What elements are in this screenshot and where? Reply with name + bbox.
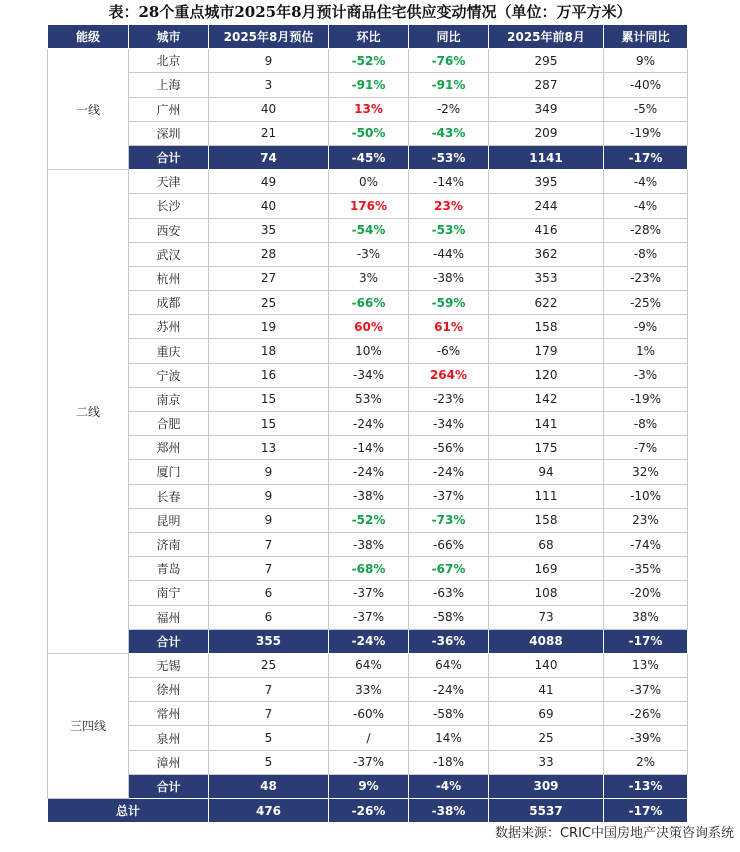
- header-row: [48, 25, 688, 49]
- ytd-yoy-cell: -35%: [604, 557, 688, 581]
- mom-cell: 13%: [329, 97, 409, 121]
- subtotal-estimate: 74: [209, 145, 329, 169]
- subtotal-ytd-yoy: -13%: [604, 774, 688, 798]
- mom-cell: 53%: [329, 387, 409, 411]
- yoy-cell: 14%: [409, 726, 489, 750]
- estimate-cell: 25: [209, 291, 329, 315]
- city-cell: 常州: [129, 702, 209, 726]
- table-row: [48, 73, 688, 97]
- table-row: [48, 121, 688, 145]
- ytd-yoy-cell: -3%: [604, 363, 688, 387]
- table-row: [48, 484, 688, 508]
- data-source-note: 数据来源：CRIC中国房地产决策咨询系统: [494, 826, 734, 841]
- subtotal-label: 合计: [129, 145, 209, 169]
- city-cell: 北京: [129, 49, 209, 73]
- city-cell: 合肥: [129, 412, 209, 436]
- ytd-yoy-cell: -25%: [604, 291, 688, 315]
- header-yoy: 同比: [409, 25, 489, 49]
- yoy-cell: -59%: [409, 291, 489, 315]
- ytd-cell: 244: [489, 194, 604, 218]
- subtotal-ytd: 1141: [489, 145, 604, 169]
- ytd-yoy-cell: -4%: [604, 194, 688, 218]
- estimate-cell: 28: [209, 242, 329, 266]
- table-row: [48, 508, 688, 532]
- city-cell: 成都: [129, 291, 209, 315]
- ytd-cell: 158: [489, 315, 604, 339]
- header-aug-estimate: 2025年8月预估: [209, 25, 329, 49]
- yoy-cell: -53%: [409, 218, 489, 242]
- ytd-yoy-cell: 23%: [604, 508, 688, 532]
- subtotal-ytd: 4088: [489, 629, 604, 653]
- yoy-cell: -6%: [409, 339, 489, 363]
- ytd-cell: 141: [489, 412, 604, 436]
- mom-cell: -50%: [329, 121, 409, 145]
- subtotal-mom: -45%: [329, 145, 409, 169]
- estimate-cell: 15: [209, 387, 329, 411]
- ytd-cell: 349: [489, 97, 604, 121]
- mom-cell: -37%: [329, 581, 409, 605]
- subtotal-row: [48, 629, 688, 653]
- ytd-yoy-cell: 1%: [604, 339, 688, 363]
- tier-label: 二线: [48, 170, 129, 654]
- yoy-cell: -56%: [409, 436, 489, 460]
- city-cell: 上海: [129, 73, 209, 97]
- table-row: [48, 242, 688, 266]
- estimate-cell: 7: [209, 557, 329, 581]
- yoy-cell: -76%: [409, 49, 489, 73]
- city-cell: 长春: [129, 484, 209, 508]
- yoy-cell: -58%: [409, 605, 489, 629]
- city-cell: 济南: [129, 532, 209, 556]
- mom-cell: -38%: [329, 484, 409, 508]
- yoy-cell: -91%: [409, 73, 489, 97]
- city-cell: 南京: [129, 387, 209, 411]
- yoy-cell: -24%: [409, 460, 489, 484]
- estimate-cell: 40: [209, 97, 329, 121]
- subtotal-label: 合计: [129, 774, 209, 798]
- estimate-cell: 18: [209, 339, 329, 363]
- header-ytd: 2025年前8月: [489, 25, 604, 49]
- city-cell: 徐州: [129, 678, 209, 702]
- estimate-cell: 5: [209, 726, 329, 750]
- subtotal-ytd: 309: [489, 774, 604, 798]
- table-row: [48, 460, 688, 484]
- city-cell: 郑州: [129, 436, 209, 460]
- city-cell: 西安: [129, 218, 209, 242]
- mom-cell: /: [329, 726, 409, 750]
- estimate-cell: 3: [209, 73, 329, 97]
- mom-cell: -37%: [329, 750, 409, 774]
- estimate-cell: 9: [209, 460, 329, 484]
- total-label: 总计: [48, 799, 209, 823]
- ytd-yoy-cell: 9%: [604, 49, 688, 73]
- mom-cell: -68%: [329, 557, 409, 581]
- city-cell: 长沙: [129, 194, 209, 218]
- mom-cell: -38%: [329, 532, 409, 556]
- yoy-cell: -63%: [409, 581, 489, 605]
- yoy-cell: -73%: [409, 508, 489, 532]
- city-cell: 福州: [129, 605, 209, 629]
- city-cell: 南宁: [129, 581, 209, 605]
- table-row: [48, 170, 688, 194]
- yoy-cell: 61%: [409, 315, 489, 339]
- estimate-cell: 6: [209, 581, 329, 605]
- ytd-cell: 120: [489, 363, 604, 387]
- ytd-cell: 179: [489, 339, 604, 363]
- ytd-yoy-cell: -20%: [604, 581, 688, 605]
- yoy-cell: -18%: [409, 750, 489, 774]
- city-cell: 苏州: [129, 315, 209, 339]
- ytd-yoy-cell: -8%: [604, 412, 688, 436]
- mom-cell: 176%: [329, 194, 409, 218]
- estimate-cell: 7: [209, 702, 329, 726]
- table-row: [48, 315, 688, 339]
- yoy-cell: -44%: [409, 242, 489, 266]
- ytd-yoy-cell: -19%: [604, 121, 688, 145]
- table-body: [48, 49, 688, 823]
- yoy-cell: -14%: [409, 170, 489, 194]
- ytd-cell: 295: [489, 49, 604, 73]
- ytd-cell: 158: [489, 508, 604, 532]
- ytd-cell: 175: [489, 436, 604, 460]
- header-city: 城市: [129, 25, 209, 49]
- ytd-cell: 25: [489, 726, 604, 750]
- ytd-yoy-cell: -40%: [604, 73, 688, 97]
- city-cell: 昆明: [129, 508, 209, 532]
- header-tier: 能级: [48, 25, 129, 49]
- city-cell: 杭州: [129, 266, 209, 290]
- estimate-cell: 9: [209, 484, 329, 508]
- ytd-yoy-cell: -5%: [604, 97, 688, 121]
- mom-cell: 33%: [329, 678, 409, 702]
- subtotal-row: [48, 145, 688, 169]
- estimate-cell: 15: [209, 412, 329, 436]
- ytd-yoy-cell: -4%: [604, 170, 688, 194]
- mom-cell: -66%: [329, 291, 409, 315]
- table-row: [48, 750, 688, 774]
- ytd-yoy-cell: -8%: [604, 242, 688, 266]
- subtotal-mom: -24%: [329, 629, 409, 653]
- subtotal-mom: 9%: [329, 774, 409, 798]
- mom-cell: -52%: [329, 508, 409, 532]
- yoy-cell: 64%: [409, 653, 489, 677]
- estimate-cell: 7: [209, 678, 329, 702]
- table-row: [48, 291, 688, 315]
- table-row: [48, 97, 688, 121]
- yoy-cell: -67%: [409, 557, 489, 581]
- ytd-yoy-cell: 2%: [604, 750, 688, 774]
- table-row: [48, 557, 688, 581]
- city-cell: 厦门: [129, 460, 209, 484]
- estimate-cell: 49: [209, 170, 329, 194]
- yoy-cell: 23%: [409, 194, 489, 218]
- estimate-cell: 13: [209, 436, 329, 460]
- ytd-cell: 142: [489, 387, 604, 411]
- header-ytd-yoy: 累计同比: [604, 25, 688, 49]
- city-cell: 广州: [129, 97, 209, 121]
- table-row: [48, 339, 688, 363]
- ytd-yoy-cell: -23%: [604, 266, 688, 290]
- estimate-cell: 6: [209, 605, 329, 629]
- table-row: [48, 387, 688, 411]
- table-row: [48, 194, 688, 218]
- estimate-cell: 7: [209, 532, 329, 556]
- ytd-cell: 108: [489, 581, 604, 605]
- city-cell: 漳州: [129, 750, 209, 774]
- table-row: [48, 605, 688, 629]
- yoy-cell: -23%: [409, 387, 489, 411]
- ytd-yoy-cell: -10%: [604, 484, 688, 508]
- city-cell: 青岛: [129, 557, 209, 581]
- yoy-cell: -58%: [409, 702, 489, 726]
- table-title: 表：28个重点城市2025年8月预计商品住宅供应变动情况（单位：万平方米）: [108, 3, 632, 21]
- yoy-cell: -66%: [409, 532, 489, 556]
- total-yoy: -38%: [409, 799, 489, 823]
- city-cell: 天津: [129, 170, 209, 194]
- ytd-cell: 69: [489, 702, 604, 726]
- ytd-cell: 209: [489, 121, 604, 145]
- mom-cell: -24%: [329, 412, 409, 436]
- estimate-cell: 40: [209, 194, 329, 218]
- city-cell: 宁波: [129, 363, 209, 387]
- ytd-yoy-cell: -26%: [604, 702, 688, 726]
- city-cell: 无锡: [129, 653, 209, 677]
- supply-table: [47, 24, 688, 823]
- table-row: [48, 49, 688, 73]
- estimate-cell: 25: [209, 653, 329, 677]
- table-row: [48, 702, 688, 726]
- ytd-yoy-cell: -37%: [604, 678, 688, 702]
- table-row: [48, 581, 688, 605]
- mom-cell: -24%: [329, 460, 409, 484]
- city-cell: 深圳: [129, 121, 209, 145]
- subtotal-label: 合计: [129, 629, 209, 653]
- total-ytd-yoy: -17%: [604, 799, 688, 823]
- ytd-cell: 416: [489, 218, 604, 242]
- subtotal-estimate: 48: [209, 774, 329, 798]
- mom-cell: -60%: [329, 702, 409, 726]
- ytd-yoy-cell: -74%: [604, 532, 688, 556]
- ytd-cell: 353: [489, 266, 604, 290]
- ytd-yoy-cell: -39%: [604, 726, 688, 750]
- subtotal-ytd-yoy: -17%: [604, 145, 688, 169]
- mom-cell: -52%: [329, 49, 409, 73]
- table-row: [48, 363, 688, 387]
- total-ytd: 5537: [489, 799, 604, 823]
- subtotal-ytd-yoy: -17%: [604, 629, 688, 653]
- estimate-cell: 35: [209, 218, 329, 242]
- mom-cell: 0%: [329, 170, 409, 194]
- subtotal-row: [48, 774, 688, 798]
- tier-label: 一线: [48, 49, 129, 170]
- estimate-cell: 9: [209, 49, 329, 73]
- ytd-cell: 622: [489, 291, 604, 315]
- ytd-yoy-cell: 32%: [604, 460, 688, 484]
- table-row: [48, 436, 688, 460]
- city-cell: 武汉: [129, 242, 209, 266]
- tier-label: 三四线: [48, 653, 129, 798]
- ytd-cell: 94: [489, 460, 604, 484]
- yoy-cell: -24%: [409, 678, 489, 702]
- table-row: [48, 726, 688, 750]
- estimate-cell: 16: [209, 363, 329, 387]
- mom-cell: 64%: [329, 653, 409, 677]
- table-row: [48, 266, 688, 290]
- ytd-cell: 111: [489, 484, 604, 508]
- mom-cell: -54%: [329, 218, 409, 242]
- ytd-cell: 41: [489, 678, 604, 702]
- mom-cell: 60%: [329, 315, 409, 339]
- total-mom: -26%: [329, 799, 409, 823]
- ytd-yoy-cell: -9%: [604, 315, 688, 339]
- city-cell: 重庆: [129, 339, 209, 363]
- mom-cell: 3%: [329, 266, 409, 290]
- mom-cell: -37%: [329, 605, 409, 629]
- ytd-cell: 140: [489, 653, 604, 677]
- estimate-cell: 21: [209, 121, 329, 145]
- subtotal-yoy: -53%: [409, 145, 489, 169]
- table-row: [48, 678, 688, 702]
- subtotal-estimate: 355: [209, 629, 329, 653]
- ytd-yoy-cell: 13%: [604, 653, 688, 677]
- mom-cell: -34%: [329, 363, 409, 387]
- estimate-cell: 27: [209, 266, 329, 290]
- ytd-yoy-cell: -7%: [604, 436, 688, 460]
- ytd-cell: 395: [489, 170, 604, 194]
- yoy-cell: -34%: [409, 412, 489, 436]
- estimate-cell: 9: [209, 508, 329, 532]
- mom-cell: -14%: [329, 436, 409, 460]
- total-row: [48, 799, 688, 823]
- yoy-cell: -37%: [409, 484, 489, 508]
- ytd-cell: 362: [489, 242, 604, 266]
- subtotal-yoy: -4%: [409, 774, 489, 798]
- ytd-cell: 33: [489, 750, 604, 774]
- total-estimate: 476: [209, 799, 329, 823]
- yoy-cell: -38%: [409, 266, 489, 290]
- mom-cell: 10%: [329, 339, 409, 363]
- subtotal-yoy: -36%: [409, 629, 489, 653]
- estimate-cell: 19: [209, 315, 329, 339]
- yoy-cell: -43%: [409, 121, 489, 145]
- ytd-cell: 287: [489, 73, 604, 97]
- ytd-yoy-cell: 38%: [604, 605, 688, 629]
- table-row: [48, 653, 688, 677]
- ytd-yoy-cell: -19%: [604, 387, 688, 411]
- ytd-yoy-cell: -28%: [604, 218, 688, 242]
- table-row: [48, 532, 688, 556]
- table-row: [48, 218, 688, 242]
- estimate-cell: 5: [209, 750, 329, 774]
- yoy-cell: -2%: [409, 97, 489, 121]
- ytd-cell: 73: [489, 605, 604, 629]
- ytd-cell: 68: [489, 532, 604, 556]
- ytd-cell: 169: [489, 557, 604, 581]
- header-mom: 环比: [329, 25, 409, 49]
- mom-cell: -3%: [329, 242, 409, 266]
- city-cell: 泉州: [129, 726, 209, 750]
- mom-cell: -91%: [329, 73, 409, 97]
- yoy-cell: 264%: [409, 363, 489, 387]
- table-row: [48, 412, 688, 436]
